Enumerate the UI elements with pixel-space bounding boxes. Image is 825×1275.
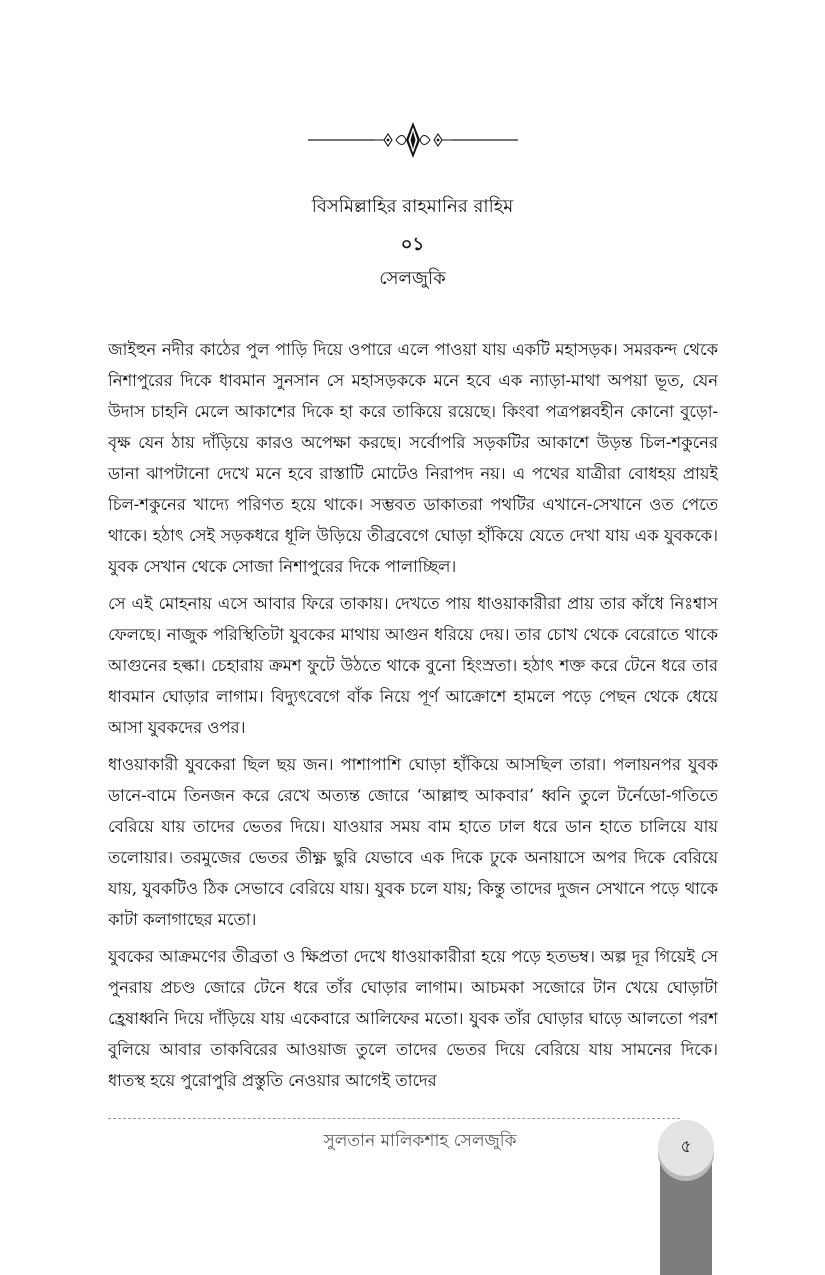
basmala-heading: বিসমিল্লাহির রাহমানির রাহিম (311, 196, 514, 217)
paragraph-4: যুবকের আক্রমণের তীব্রতা ও ক্ষিপ্রতা দেখে ধাওয়াকারীরা হয়ে পড়ে হতভম্ব। অল্প দূর গিয়েই সে পুনরায় প্রচণ্ড জোরে টেনে ধরে তাঁর ঘোড়ার লাগাম। আচমকা সজোরে টান খেয়ে ঘোড়াটা হ্রেষাধ্বনি দিয়ে দাঁড়িয়ে যায় একেবারে আলিফের মতো। যুবক তাঁর ঘোড়ার ঘাড়ে আলতো পরশ বুলিয়ে আবার তাকবিরের আওয়াজ তুলে তাদের ভেতর দিয়ে বেরিয়ে যায় সামনের দিকে। ধাতস্থ হয়ে পুরোপুরি প্রস্তুতি নেওয়ার আগেই তাদের (108, 947, 718, 1090)
ornament-divider-icon (308, 118, 518, 162)
paragraph-3: ধাওয়াকারী যুবকেরা ছিল ছয় জন। পাশাপাশি ঘোড়া হাঁকিয়ে আসছিল তারা। পলায়নপর যুবক ডানে-বামে তিনজন করে রেখে অত্যন্ত জোরে ‘আল্লাহু আকবার’ ধ্বনি তুলে টর্নেডো-গতিতে বেরিয়ে যায় তাদের ভেতর দিয়ে। যাওয়ার সময় বাম হাতে ঢাল ধরে ডান হাতে চালিয়ে যায় তলোয়ার। তরমুজের ভেতর তীক্ষ্ণ ছুরি যেভাবে এক দিকে ঢুকে অনায়াসে অপর দিকে বেরিয়ে যায়, যুবকটিও ঠিক সেভাবে বেরিয়ে যায়। যুবক চলে যায়; কিন্তু তাদের দুজন সেখানে পড়ে থাকে কাটা কলাগাছের মতো। (108, 755, 718, 929)
footer-book-title: সুলতান মালিকশাহ সেলজুকি (323, 1131, 517, 1151)
page-number: ৫ (680, 1137, 692, 1157)
paragraph-1: জাইহুন নদীর কাঠের পুল পাড়ি দিয়ে ওপারে এলে পাওয়া যায় একটি মহাসড়ক। সমরকন্দ থেকে নিশাপুরের দিকে ধাবমান সুনসান সে মহাসড়ককে মনে হবে এক ন্যাড়া-মাথা অপয়া ভূত, যেন উদাস চাহনি মেলে আকাশের দিকে হা করে তাকিয়ে রয়েছে। কিংবা পত্রপল্লবহীন কোনো বুড়ো-বৃক্ষ যেন ঠায় দাঁড়িয়ে কারও অপেক্ষা করছে। সর্বোপরি সড়কটির আকাশে উড়ন্ত চিল-শকুনের ডানা ঝাপটানো দেখে মনে হবে রাস্তাটি মোটেও নিরাপদ নয়। এ পথের যাত্রীরা বোধহয় প্রায়ই চিল-শকুনের খাদ্যে পরিণত হয়ে থাকে। সম্ভবত ডাকাতরা পথটির এখানে-সেখানে ওত পেতে থাকে। হঠাৎ সেই সড়কধরে ধূলি উড়িয়ে তীব্রবেগে ঘোড়া হাঁকিয়ে যেতে দেখা যায় এক যুবককে। যুবক সেখান থেকে সোজা নিশাপুরের দিকে পালাচ্ছিল। (108, 340, 718, 576)
footer-divider (108, 1118, 680, 1119)
chapter-number: ০১ (400, 234, 425, 255)
paragraph-2: সে এই মোহনায় এসে আবার ফিরে তাকায়। দেখতে পায় ধাওয়াকারীরা প্রায় তার কাঁধে নিঃশ্বাস ফেলছে। নাজুক পরিস্থিতিটা যুবকের মাথায় আগুন ধরিয়ে দেয়। তার চোখ থেকে বেরোতে থাকে আগুনের হল্কা। চেহারায় ক্রমশ ফুটে উঠতে থাকে বুনো হিংস্রতা। হঠাৎ শক্ত করে টেনে ধরে তার ধাবমান ঘোড়ার লাগাম। বিদ্যুৎবেগে বাঁক নিয়ে পূর্ণ আক্রোশে হামলে পড়ে পেছন থেকে ধেয়ে আসা যুবকদের ওপর। (108, 594, 718, 737)
page-number-badge (658, 1120, 714, 1176)
body-text (108, 334, 718, 1104)
chapter-title: সেলজুকি (379, 268, 446, 289)
